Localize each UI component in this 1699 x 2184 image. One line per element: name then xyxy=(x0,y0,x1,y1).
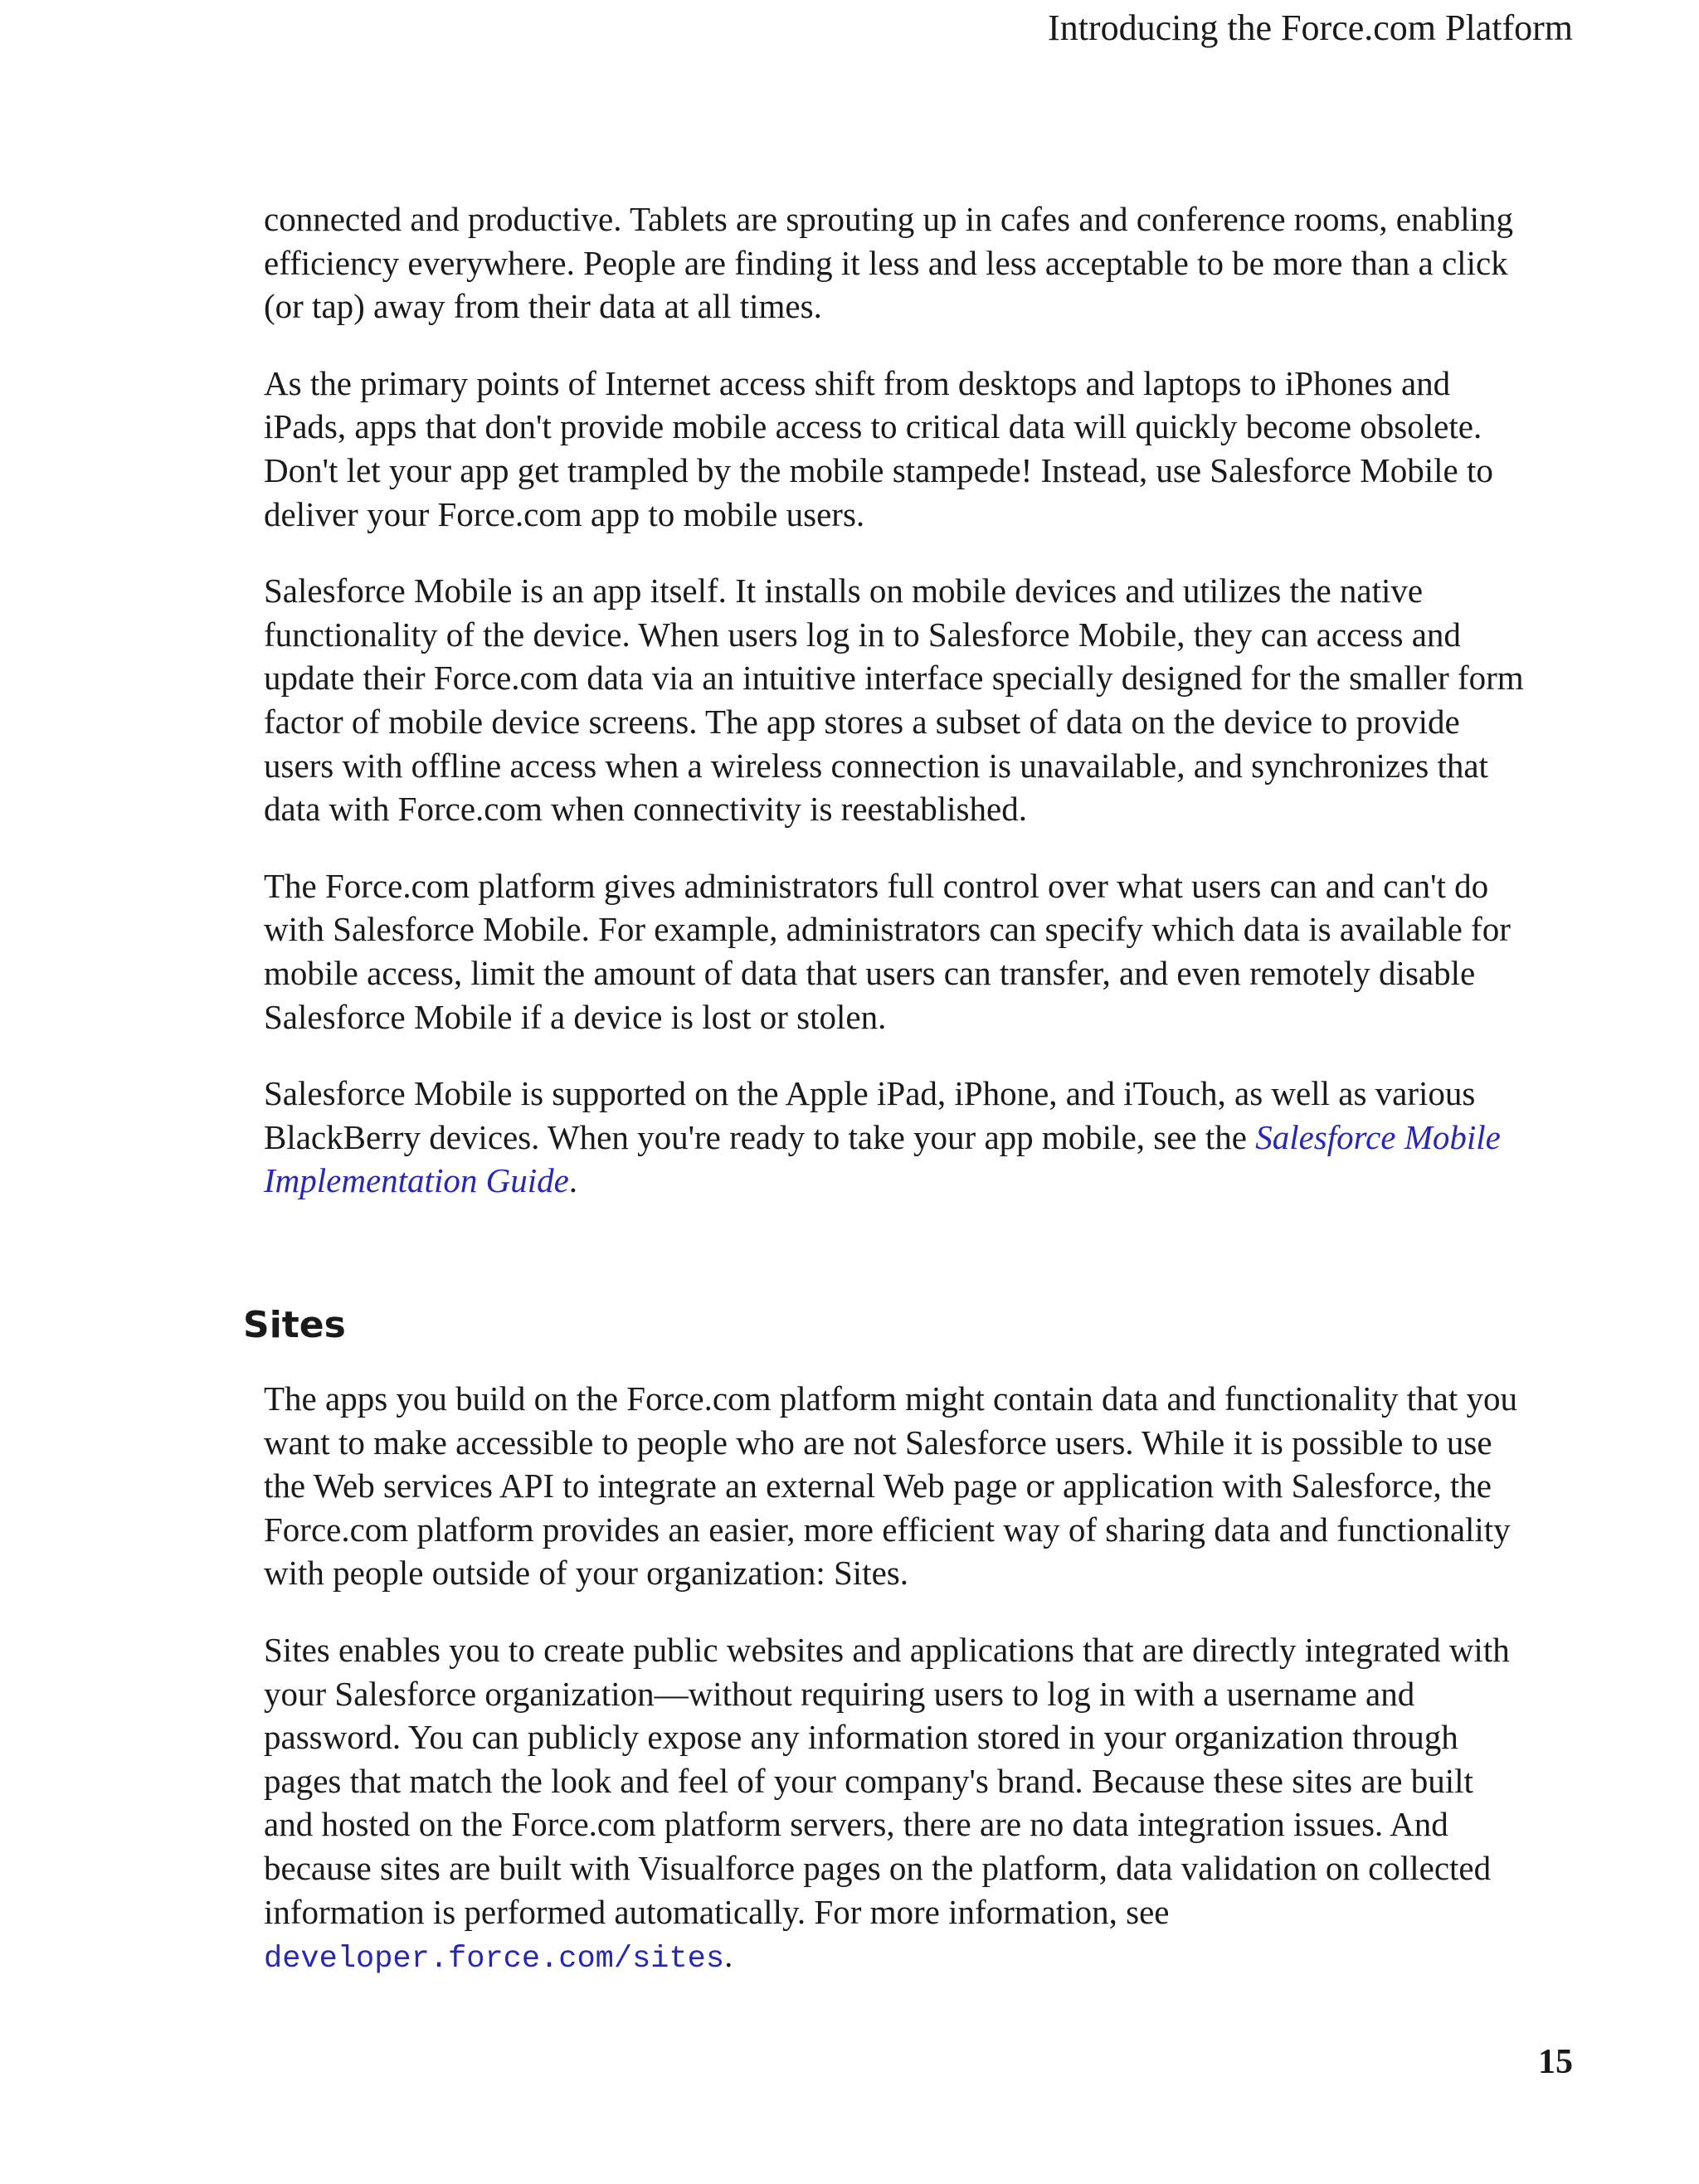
paragraph-salesforce-mobile-app: Salesforce Mobile is an app itself. It installs on mobile devices and utilizes the native functionality of the device. When users log in to Salesforce Mobile, they can access and update their Force.com data via an intuitive interface specially designed for the smaller form factor of mobile device screens. The app stores a subset of data on the device to provide users with offline access when a wireless connection is unavailable, and synchronizes that data with Force.com when connectivity is reestablished. xyxy=(264,572,1524,829)
running-header: Introducing the Force.com Platform xyxy=(1048,7,1573,48)
body-text-sites xyxy=(264,1377,1529,2015)
paragraph-sites-details xyxy=(264,1628,1529,1982)
paragraph-intro-continuation: connected and productive. Tablets are sprouting up in cafes and conference rooms, enabling efficiency everywhere. People are finding it less and less acceptable to be more than a click (or tap) away from their data at all times. xyxy=(264,200,1513,326)
section-title-sites: Sites xyxy=(243,1304,346,1346)
paragraph-admin-control: The Force.com platform gives administrators full control over what users can and can't do with Salesforce Mobile. For example, administrators can specify which data is available for mobile access, limit the amount of data that users can transfer, and even remotely disable Salesforce Mobile if a device is lost or stolen. xyxy=(264,866,1511,1036)
mobile-support-period: . xyxy=(568,1161,578,1200)
page-number: 15 xyxy=(1538,2043,1573,2081)
mobile-support-text: Salesforce Mobile is supported on the Apple iPad, iPhone, and iTouch, as well as various BlackBerry devices. When you're ready to take your app mobile, see the xyxy=(264,1074,1476,1156)
paragraph-mobile-shift: As the primary points of Internet access shift from desktops and laptops to iPhones and iPads, apps that don't provide mobile access to critical data will quickly become obsolete. Don't let your app get trampled by the mobile stampede! Instead, use Salesforce Mobile to deliver your Force.com app to mobile users. xyxy=(264,363,1493,533)
body-text-top xyxy=(264,197,1529,1236)
paragraph-sites-intro: The apps you build on the Force.com platform might contain data and functionality that you want to make accessible to people who are not Salesforce users. While it is possible to use the Web services API to integrate an external Web page or application with Salesforce, the Force.com platform provides an easier, more efficient way of sharing data and functionality with people outside of your organization: Sites. xyxy=(264,1379,1517,1593)
mobile-implementation-guide-link[interactable]: Salesforce Mobile Implementation Guide xyxy=(264,1117,1501,1200)
sites-url-link[interactable]: developer.force.com/sites xyxy=(264,1942,725,1977)
sites-details-period: . xyxy=(724,1936,733,1975)
sites-details-text: Sites enables you to create public websites and applications that are directly integrated with your Salesforce organization—without requiring users to log in with a username and password. You can publicly expose any information stored in your organization through pages that match the look and feel of your company's brand. Because these sites are built and hosted on the Force.com platform servers, there are no data integration issues. And because sites are built with Visualforce pages on the platform, data validation on collected information is performed automatically. For more information, see xyxy=(264,1630,1510,1931)
paragraph-mobile-support xyxy=(264,1072,1529,1203)
